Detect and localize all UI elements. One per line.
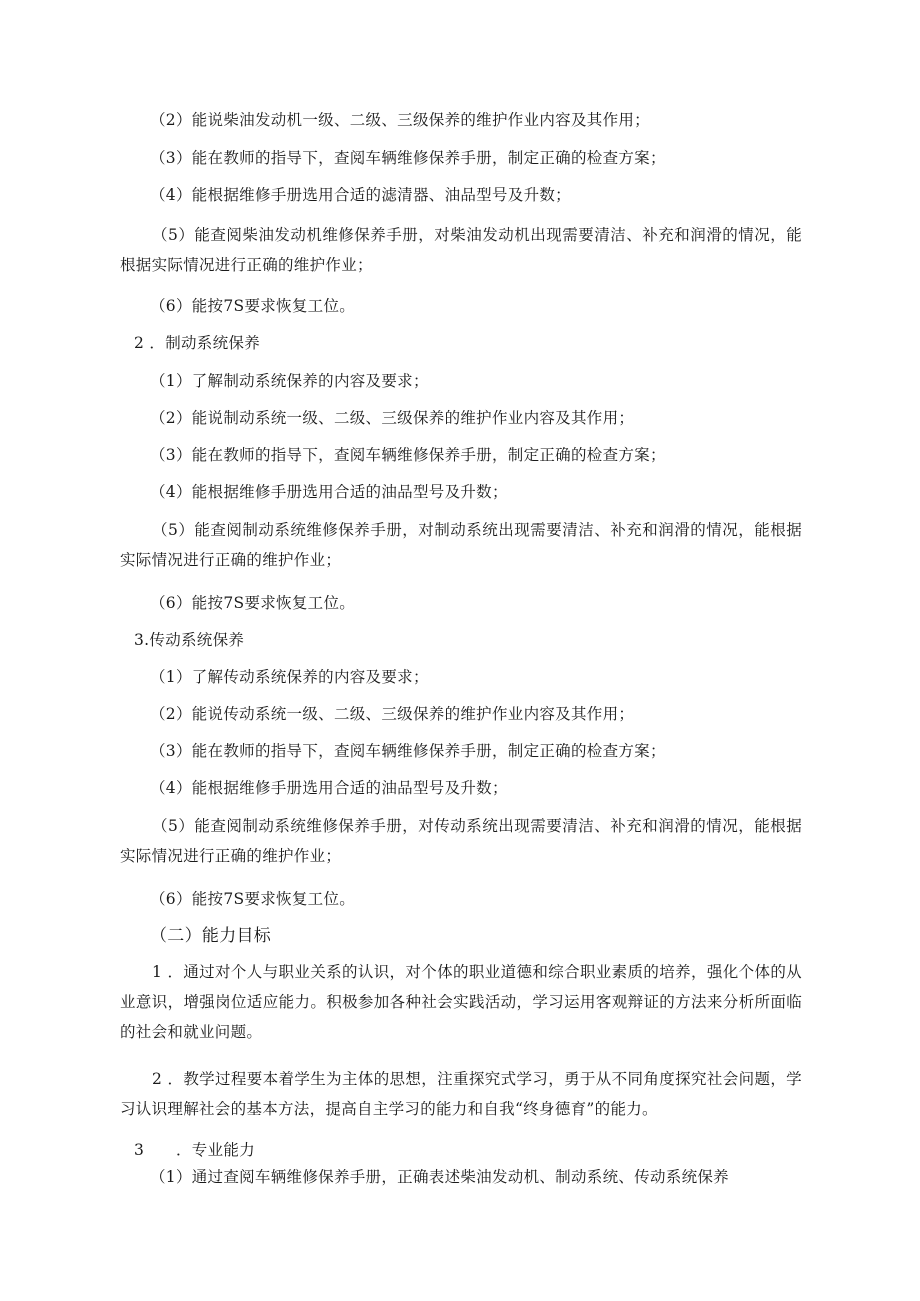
k3-item-5: （5）能查阅制动系统维修保养手册，对传动系统出现需要清洁、补充和润滑的情况，能根据实际情况进行正确的维护作业； xyxy=(120,817,802,865)
k2-item-5: （5）能查阅制动系统维修保养手册，对制动系统出现需要清洁、补充和润滑的情况，能根据实际情况进行正确的维护作业； xyxy=(120,521,802,569)
ability-heading: （二）能力目标 xyxy=(150,926,272,946)
k2-item-3: （3）能在教师的指导下，查阅车辆维修保养手册，制定正确的检查方案； xyxy=(150,446,666,464)
k3-item-4: （4）能根据维修手册选用合适的油品型号及升数； xyxy=(150,779,508,797)
k3-item-1: （1）了解传动系统保养的内容及要求； xyxy=(150,668,429,686)
k2-heading: 2 ．制动系统保养 xyxy=(134,334,260,352)
k1-item-3: （3）能在教师的指导下，查阅车辆维修保养手册，制定正确的检查方案； xyxy=(150,149,666,167)
k3-item-2: （2）能说传动系统一级、二级、三级保养的维护作业内容及其作用； xyxy=(150,705,635,723)
k2-item-4: （4）能根据维修手册选用合适的油品型号及升数； xyxy=(150,483,508,501)
k1-item-2: （2）能说柴油发动机一级、二级、三级保养的维护作业内容及其作用； xyxy=(150,111,650,129)
k2-item-1: （1）了解制动系统保养的内容及要求； xyxy=(150,372,429,390)
k2-item-6: （6）能按7S要求恢复工位。 xyxy=(150,594,356,612)
k1-item-6: （6）能按7S要求恢复工位。 xyxy=(150,297,356,315)
k1-item-5: （5）能查阅柴油发动机维修保养手册，对柴油发动机出现需要清洁、补充和润滑的情况，能根据实际情况进行正确的维护作业； xyxy=(120,226,802,274)
k3-item-6: （6）能按7S要求恢复工位。 xyxy=(150,890,356,908)
k2-item-2: （2）能说制动系统一级、二级、三级保养的维护作业内容及其作用； xyxy=(150,409,635,427)
ability-item-3-sub-1: （1）通过查阅车辆维修保养手册，正确表述柴油发动机、制动系统、传动系统保养 xyxy=(150,1168,729,1186)
ability-item-3-number: 3 xyxy=(134,1141,145,1159)
ability-paragraph-1: 1 ．通过对个人与职业关系的认识，对个体的职业道德和综合职业素质的培养，强化个体的从业意识，增强岗位适应能力。积极参加各种社会实践活动，学习运用客观辩证的方法来分析所面临的社会和就业问题。 xyxy=(120,963,802,1041)
ability-paragraph-2: 2 ．教学过程要本着学生为主体的思想，注重探究式学习，勇于从不同角度探究社会问题，学习认识理解社会的基本方法，提高自主学习的能力和自我“终身德育”的能力。 xyxy=(120,1070,802,1118)
k3-heading: 3.传动系统保养 xyxy=(134,631,245,649)
k3-item-3: （3）能在教师的指导下，查阅车辆维修保养手册，制定正确的检查方案； xyxy=(150,742,666,760)
k1-item-4: （4）能根据维修手册选用合适的滤清器、油品型号及升数； xyxy=(150,186,571,204)
ability-item-3-title: ．专业能力 xyxy=(176,1141,256,1159)
